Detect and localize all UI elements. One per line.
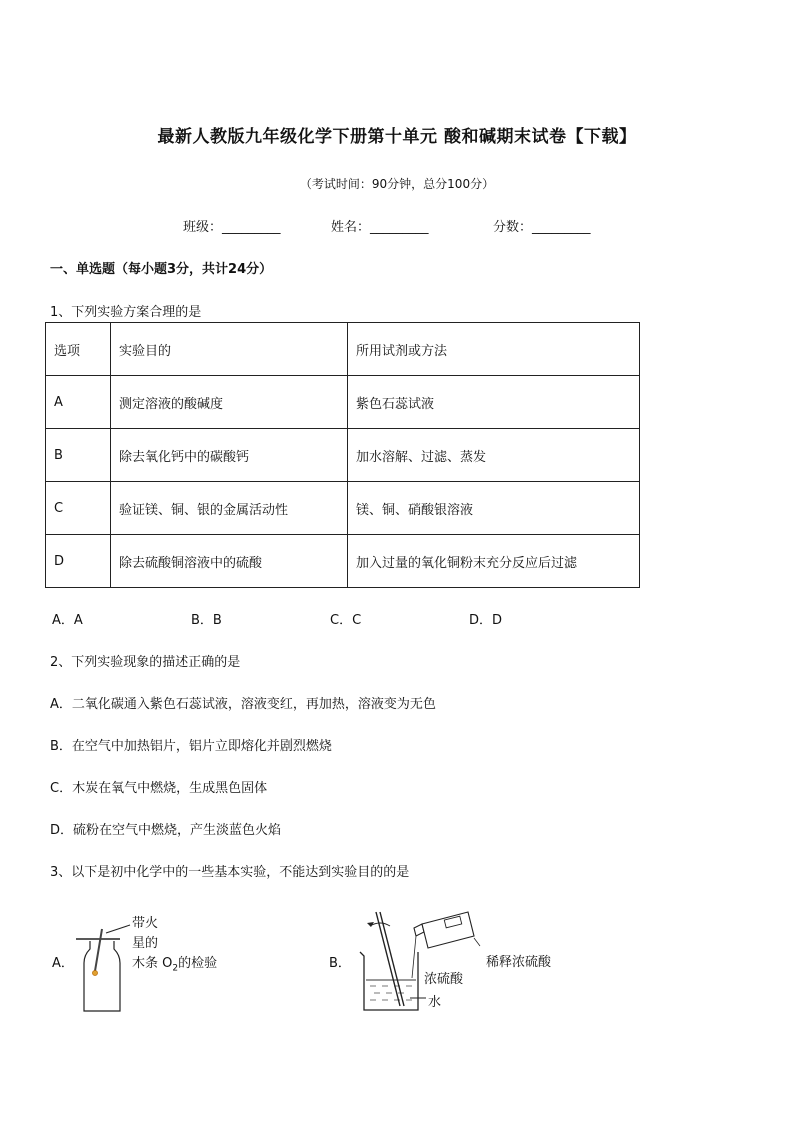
table-cell: 除去氧化钙中的碳酸钙 bbox=[111, 429, 348, 482]
table-header-cell: 所用试剂或方法 bbox=[348, 323, 640, 376]
table-cell: D bbox=[46, 535, 111, 588]
table-cell: 镁、铜、硝酸银溶液 bbox=[348, 482, 640, 535]
page-title: 最新人教版九年级化学下册第十单元 酸和碱期末试卷【下载】 bbox=[157, 127, 637, 147]
q1-option-a[interactable]: A．A bbox=[52, 613, 83, 628]
table-cell: A bbox=[46, 376, 111, 429]
q1-option-d[interactable]: D．D bbox=[469, 613, 503, 628]
class-field: 班级：_________ bbox=[183, 220, 281, 235]
table-cell: B bbox=[46, 429, 111, 482]
figure-b-acid-label: 浓硫酸 bbox=[424, 972, 464, 987]
figure-a-label-line2: 星的 bbox=[132, 936, 159, 951]
table-cell: C bbox=[46, 482, 111, 535]
q3-option-a-letter[interactable]: A． bbox=[52, 956, 74, 971]
question-2-stem: 2、下列实验现象的描述正确的是 bbox=[50, 655, 241, 670]
section-heading: 一、单选题（每小题3分，共计24分） bbox=[50, 262, 273, 277]
question-1-table bbox=[45, 322, 640, 588]
table-row bbox=[46, 429, 640, 482]
table-cell: 验证镁、铜、银的金属活动性 bbox=[111, 482, 348, 535]
q2-option-b[interactable]: B．在空气中加热铝片，铝片立即熔化并剧烈燃烧 bbox=[50, 739, 332, 754]
table-row bbox=[46, 535, 640, 588]
table-cell: 加水溶解、过滤、蒸发 bbox=[348, 429, 640, 482]
figure-b-water-label: 水 bbox=[428, 995, 442, 1010]
table-cell: 除去硫酸铜溶液中的硫酸 bbox=[111, 535, 348, 588]
figure-a-label-line1: 带火 bbox=[132, 916, 159, 931]
q1-option-c[interactable]: C．C bbox=[330, 613, 362, 628]
score-field: 分数：_________ bbox=[493, 220, 591, 235]
table-row bbox=[46, 376, 640, 429]
table-header-cell: 选项 bbox=[46, 323, 111, 376]
gas-bottle-splint-figure bbox=[70, 905, 140, 1017]
table-header-cell: 实验目的 bbox=[111, 323, 348, 376]
question-1-stem: 1、下列实验方案合理的是 bbox=[50, 305, 202, 320]
q2-option-a[interactable]: A．二氧化碳通入紫色石蕊试液，溶液变红，再加热，溶液变为无色 bbox=[50, 697, 436, 712]
table-row bbox=[46, 482, 640, 535]
q3-option-b-letter[interactable]: B． bbox=[329, 956, 351, 971]
exam-duration-note: （考试时间：90分钟，总分100分） bbox=[299, 177, 495, 191]
figure-b-title: 稀释浓硫酸 bbox=[486, 955, 552, 970]
figure-a-label-line3: 木条 $O_2$的检验 bbox=[132, 956, 218, 974]
table-cell: 紫色石蕊试液 bbox=[348, 376, 640, 429]
table-cell: 加入过量的氧化铜粉末充分反应后过滤 bbox=[348, 535, 640, 588]
q1-option-b[interactable]: B．B bbox=[191, 613, 222, 628]
q2-option-c[interactable]: C．木炭在氧气中燃烧，生成黑色固体 bbox=[50, 781, 268, 796]
question-3-stem: 3、以下是初中化学中的一些基本实验，不能达到实验目的的是 bbox=[50, 865, 410, 880]
name-field: 姓名：_________ bbox=[331, 220, 429, 235]
table-cell: 测定溶液的酸碱度 bbox=[111, 376, 348, 429]
table-header-row bbox=[46, 323, 640, 376]
q2-option-d[interactable]: D．硫粉在空气中燃烧，产生淡蓝色火焰 bbox=[50, 823, 282, 838]
acid-dilution-figure bbox=[350, 906, 485, 1016]
